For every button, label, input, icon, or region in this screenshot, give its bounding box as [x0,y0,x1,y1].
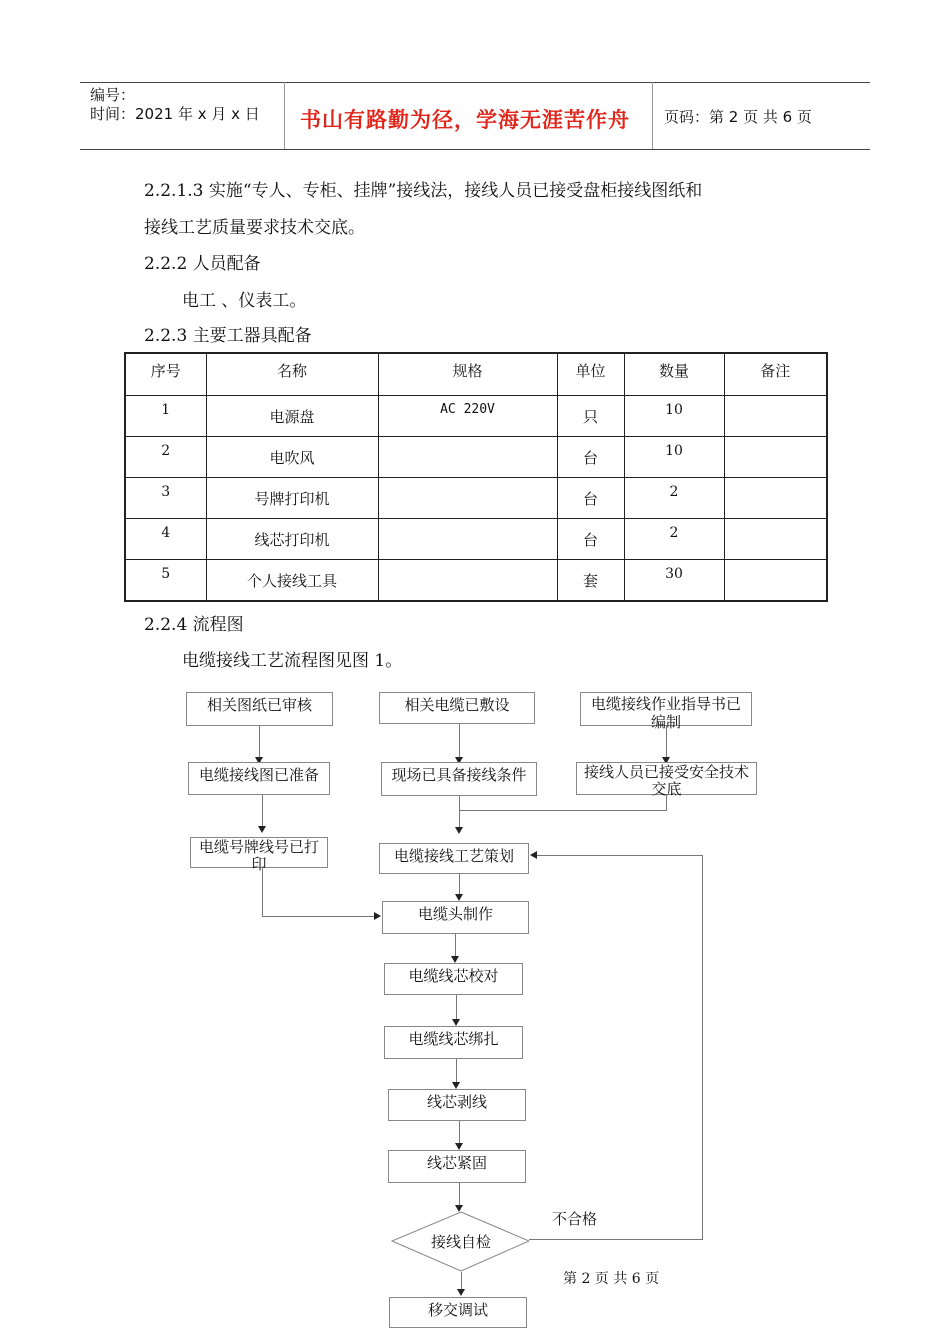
flow-node-wiring-diagram-ready: 电缆接线图已准备 [188,762,330,795]
table-cell [378,519,557,560]
staff-list: 电工 、仪表工。 [182,291,307,311]
table-cell [378,437,557,478]
table-cell: 4 [125,519,206,560]
flow-node-drawings-reviewed: 相关图纸已审核 [186,692,333,726]
flow-node-cables-laid: 相关电缆已敷设 [379,692,535,724]
table-row [125,437,827,478]
table-cell: 电吹风 [206,437,378,478]
table-cell [378,560,557,602]
page-number-label: 页码：第 2 页 共 6 页 [664,108,812,126]
table-cell: 2 [125,437,206,478]
section-heading-staff: 2.2.2 人员配备 [144,254,261,274]
table-cell [378,478,557,519]
table-header-cell: 名称 [206,353,378,396]
paragraph-line: 接线工艺质量要求技术交底。 [144,218,365,238]
table-cell [724,478,827,519]
table-cell: 1 [125,396,206,437]
table-cell: 2 [624,478,724,519]
table-header-cell: 单位 [557,353,624,396]
flow-node-cable-head-making: 电缆头制作 [382,901,529,934]
table-cell: 10 [624,396,724,437]
tools-table [124,352,828,602]
table-row [125,519,827,560]
flow-node-site-conditions-ready: 现场已具备接线条件 [381,762,537,796]
table-header-cell: 规格 [378,353,557,396]
table-cell: 10 [624,437,724,478]
table-header-cell: 数量 [624,353,724,396]
table-cell: 号牌打印机 [206,478,378,519]
table-cell: 个人接线工具 [206,560,378,602]
document-code-label: 编号： [90,86,136,104]
table-cell: 2 [624,519,724,560]
table-row [125,396,827,437]
table-cell [724,437,827,478]
table-cell: AC 220V [378,396,557,437]
flow-node-core-fastening: 线芯紧固 [388,1150,526,1183]
flow-node-process-planning: 电缆接线工艺策划 [379,843,529,874]
flow-intro: 电缆接线工艺流程图见图 1。 [182,651,403,671]
document-time-label: 时间：2021 年 x 月 x 日 [90,105,260,123]
flow-node-handover: 移交调试 [389,1297,527,1328]
table-cell [724,396,827,437]
footer-page-number: 第 2 页 共 6 页 [563,1271,660,1287]
table-cell: 台 [557,437,624,478]
flow-fail-label: 不合格 [552,1210,598,1228]
table-cell: 5 [125,560,206,602]
table-cell: 只 [557,396,624,437]
flow-decision-label: 接线自检 [430,1233,491,1251]
table-row [125,560,827,602]
header-motto: 书山有路勤为径，学海无涯苦作舟 [300,107,630,132]
table-cell: 台 [557,478,624,519]
table-cell: 线芯打印机 [206,519,378,560]
table-cell: 3 [125,478,206,519]
table-cell: 套 [557,560,624,602]
table-header-row [125,353,827,396]
flow-node-core-binding: 电缆线芯绑扎 [384,1026,523,1059]
table-header-cell: 序号 [125,353,206,396]
section-heading-tools: 2.2.3 主要工器具配备 [144,326,312,346]
flow-node-core-checking: 电缆线芯校对 [384,963,523,995]
flow-node-core-stripping: 线芯剥线 [388,1089,526,1121]
flow-node-guide-prepared: 电缆接线作业指导书已编制 [580,692,752,726]
table-cell: 电源盘 [206,396,378,437]
flow-node-safety-briefing-done: 接线人员已接受安全技术交底 [576,762,757,795]
table-header-cell: 备注 [724,353,827,396]
table-cell [724,560,827,602]
section-heading-flow: 2.2.4 流程图 [144,615,244,635]
table-cell: 30 [624,560,724,602]
table-cell: 台 [557,519,624,560]
flow-node-tags-printed: 电缆号牌线号已打印 [190,837,328,868]
paragraph-line: 2.2.1.3 实施“专人、专柜、挂牌”接线法，接线人员已接受盘柜接线图纸和 [144,181,703,201]
table-row [125,478,827,519]
table-cell [724,519,827,560]
